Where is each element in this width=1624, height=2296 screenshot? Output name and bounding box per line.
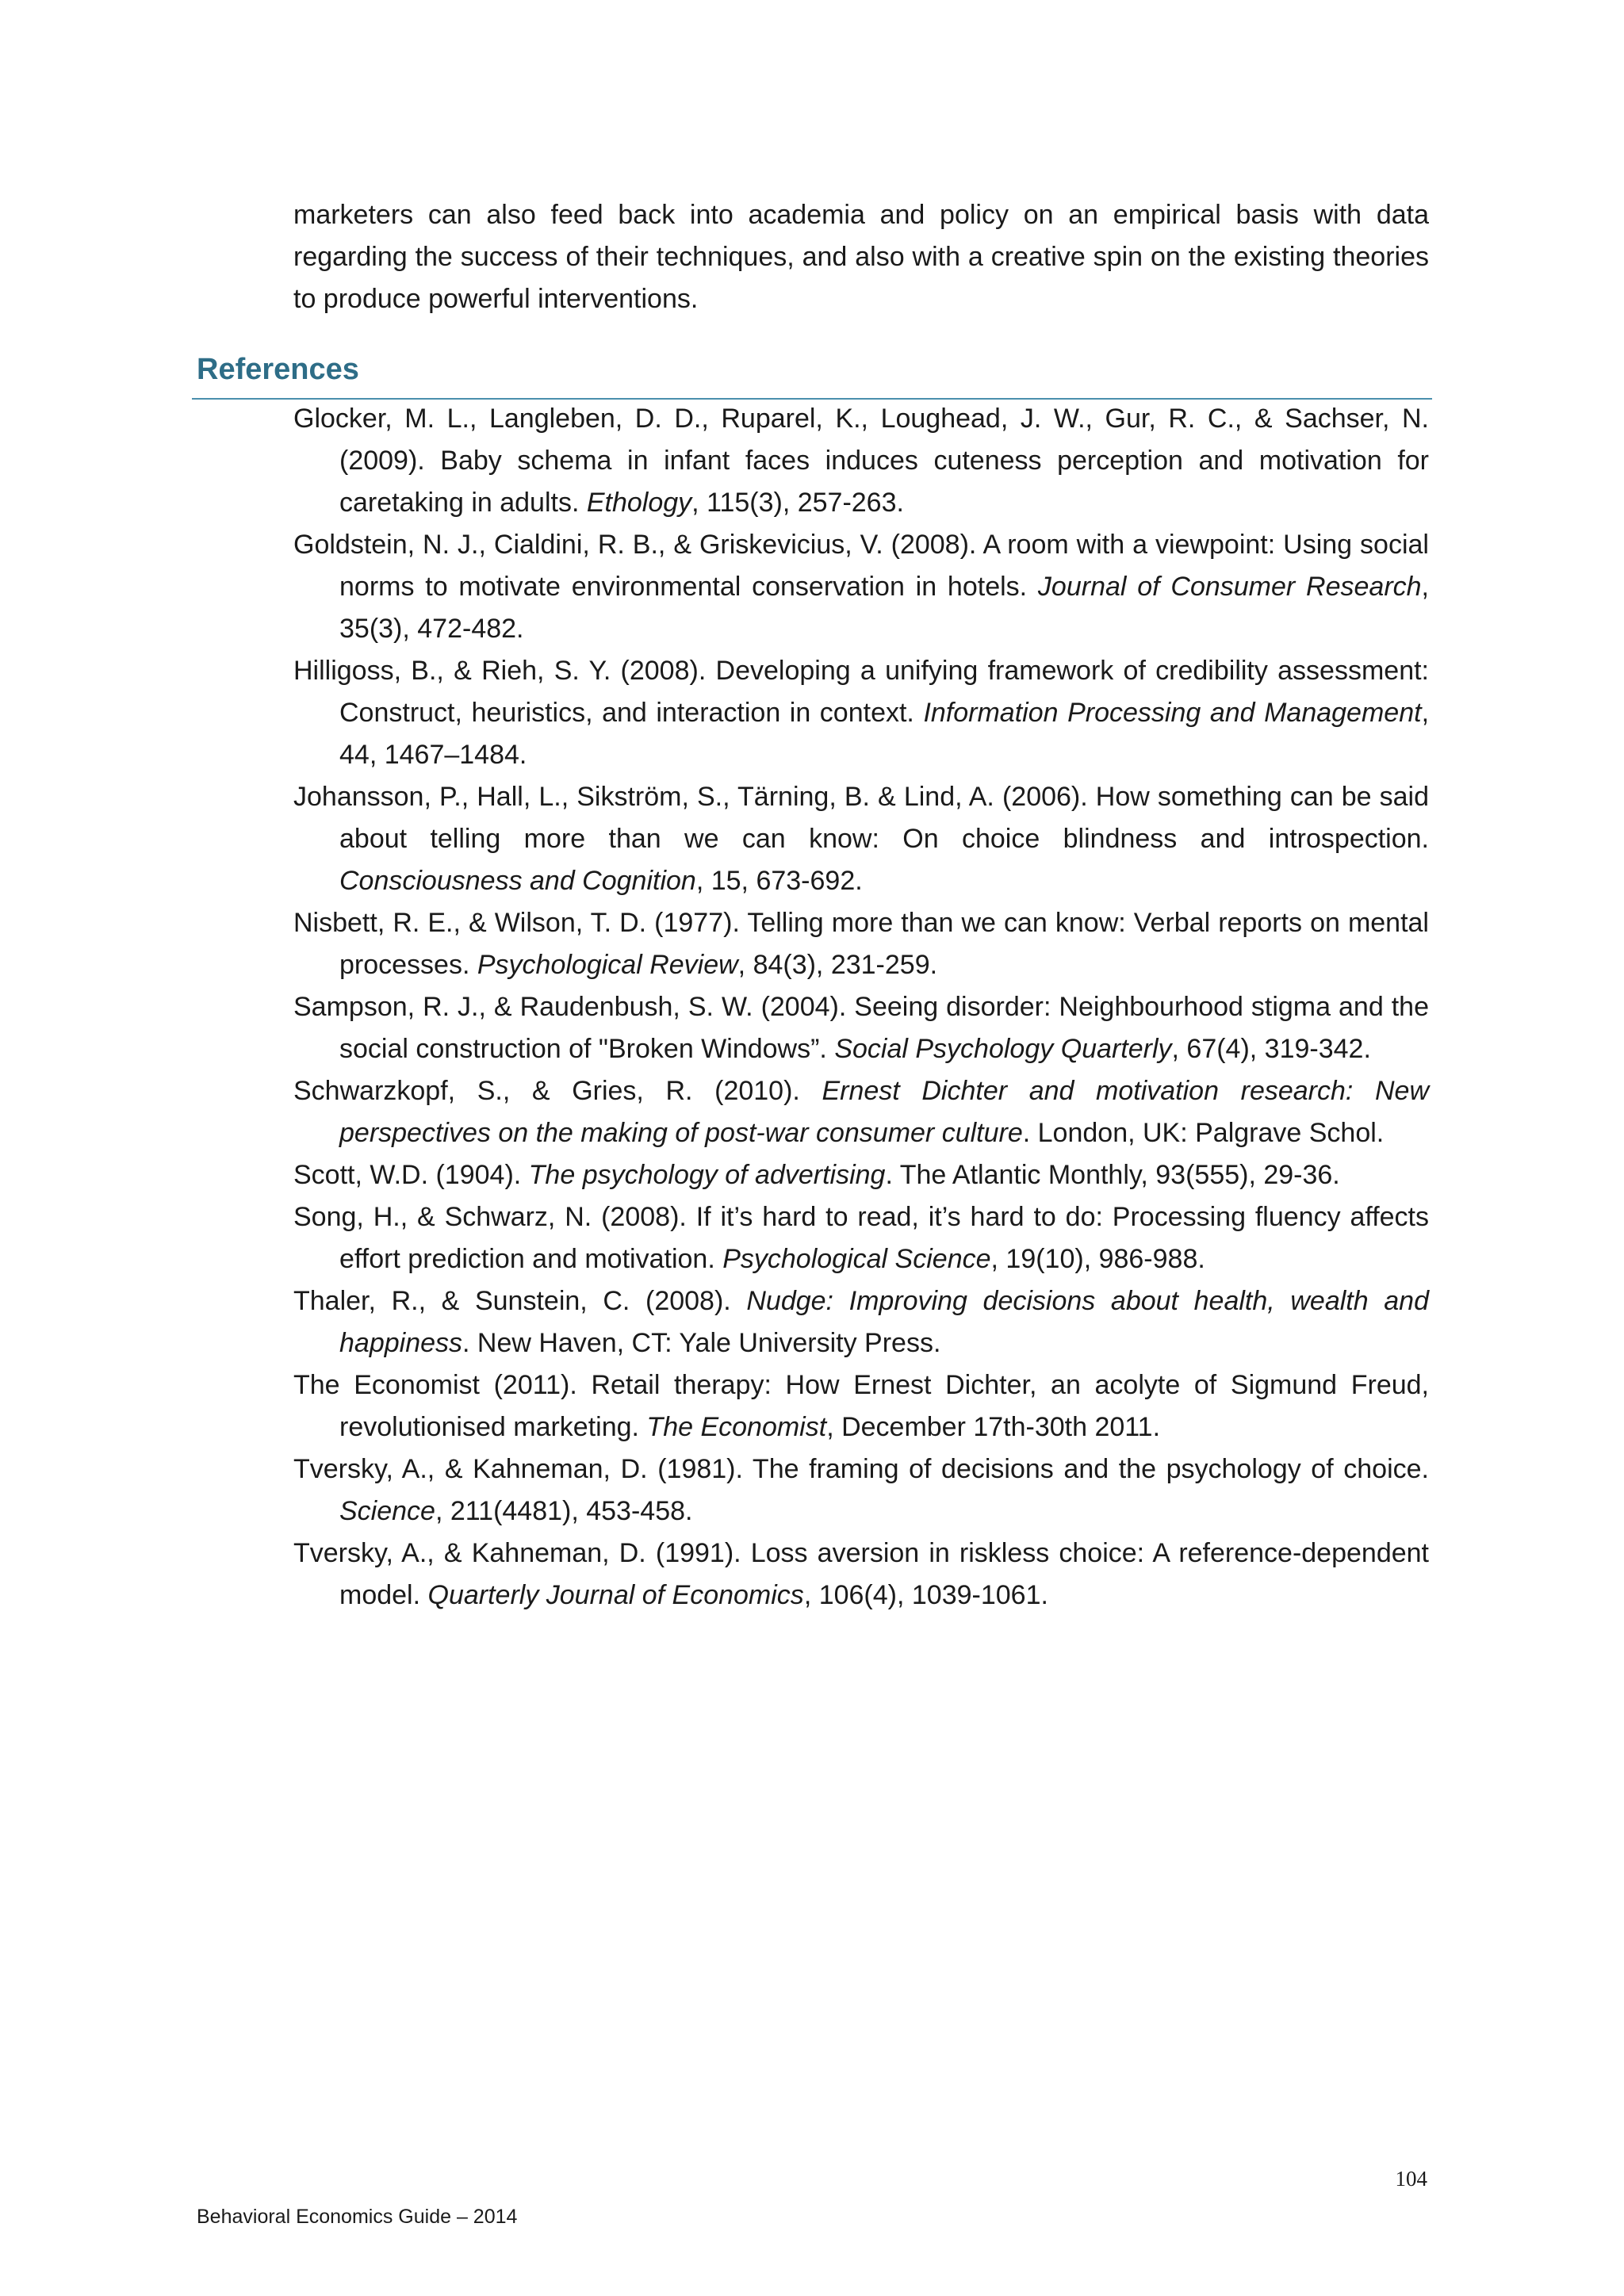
reference-source: Information Processing and Management xyxy=(923,698,1422,728)
reference-text: Hilligoss, B., & Rieh, S. Y. (2008). Developing a unifying framework of credibility assessment: Construct, heuristics, and interaction in context. xyxy=(293,656,1429,728)
reference-source: Consciousness and Cognition xyxy=(339,866,696,896)
reference-text: Scott, W.D. (1904). xyxy=(293,1160,529,1190)
reference-source: Nudge: Improving decisions about health, wealth and happiness xyxy=(339,1286,1429,1358)
reference-item xyxy=(293,398,1429,524)
reference-item xyxy=(293,650,1429,776)
reference-text: Schwarzkopf, S., & Gries, R. (2010). xyxy=(293,1076,822,1106)
reference-details: , 15, 673-692. xyxy=(695,866,863,896)
reference-details: , 211(4481), 453-458. xyxy=(435,1496,693,1526)
page-number: 104 xyxy=(1395,2167,1427,2191)
reference-source: Social Psychology Quarterly xyxy=(834,1034,1172,1064)
reference-details: , 19(10), 986-988. xyxy=(990,1244,1205,1274)
reference-source: Psychological Science xyxy=(722,1244,991,1274)
reference-details: , 106(4), 1039-1061. xyxy=(803,1580,1048,1610)
reference-details: , 115(3), 257-263. xyxy=(691,488,904,518)
reference-text: Goldstein, N. J., Cialdini, R. B., & Griskevicius, V. (2008). A room with a viewpoint: Using social norms to motivate environmental conservation in hotels. xyxy=(293,530,1429,602)
reference-text: Sampson, R. J., & Raudenbush, S. W. (2004). Seeing disorder: Neighbourhood stigma and the social construction of "Broken Windows”. xyxy=(293,992,1429,1064)
reference-text: Nisbett, R. E., & Wilson, T. D. (1977). Telling more than we can know: Verbal reports on mental processes. xyxy=(293,908,1429,980)
reference-item xyxy=(293,524,1429,650)
reference-item xyxy=(293,1196,1429,1280)
reference-item xyxy=(293,1533,1429,1617)
reference-details: . London, UK: Palgrave Schol. xyxy=(1022,1118,1385,1148)
reference-item xyxy=(293,776,1429,902)
reference-details: , 84(3), 231-259. xyxy=(737,950,938,980)
reference-text: Tversky, A., & Kahneman, D. (1981). The framing of decisions and the psychology of choice. xyxy=(293,1454,1429,1484)
reference-text: The Economist (2011). Retail therapy: How Ernest Dichter, an acolyte of Sigmund Freud, revolutionised marketing. xyxy=(293,1370,1429,1442)
reference-source: Ethology xyxy=(586,488,692,518)
reference-details: . The Atlantic Monthly, 93(555), 29-36. xyxy=(885,1160,1340,1190)
reference-details: , 44, 1467–1484. xyxy=(339,698,1430,770)
references-heading: References xyxy=(197,353,359,386)
reference-item xyxy=(293,1070,1429,1154)
footer-text: Behavioral Economics Guide – 2014 xyxy=(197,2206,518,2228)
intro-paragraph: marketers can also feed back into academia and policy on an empirical basis with data regarding the success of their techniques, and also with a creative spin on the existing theories to produce powerful interventions. xyxy=(293,200,1429,314)
reference-text: Tversky, A., & Kahneman, D. (1991). Loss aversion in riskless choice: A reference-dependent model. xyxy=(293,1538,1429,1610)
reference-source: Ernest Dichter and motivation research: New perspectives on the making of post-war consumer culture xyxy=(339,1076,1429,1148)
reference-text: Johansson, P., Hall, L., Sikström, S., Tärning, B. & Lind, A. (2006). How something can be said about telling more than we can know: On choice blindness and introspection. xyxy=(293,782,1429,854)
reference-text: Thaler, R., & Sunstein, C. (2008). xyxy=(293,1286,747,1316)
reference-source: Journal of Consumer Research xyxy=(1037,572,1422,602)
reference-source: The psychology of advertising xyxy=(528,1160,886,1190)
reference-details: , 35(3), 472-482. xyxy=(339,572,1429,644)
reference-details: . New Haven, CT: Yale University Press. xyxy=(462,1328,941,1358)
reference-source: Science xyxy=(339,1496,435,1526)
reference-source: The Economist xyxy=(646,1412,827,1442)
reference-item xyxy=(293,1448,1429,1533)
references-list xyxy=(293,398,1429,1617)
reference-details: , December 17th-30th 2011. xyxy=(826,1412,1161,1442)
reference-item xyxy=(293,986,1429,1070)
reference-item xyxy=(293,1280,1429,1364)
reference-item xyxy=(293,1154,1429,1196)
reference-source: Quarterly Journal of Economics xyxy=(427,1580,804,1610)
reference-source: Psychological Review xyxy=(477,950,738,980)
reference-details: , 67(4), 319-342. xyxy=(1171,1034,1371,1064)
reference-text: Glocker, M. L., Langleben, D. D., Ruparel, K., Loughead, J. W., Gur, R. C., & Sachser, N. (2009). Baby schema in infant faces induces cuteness perception and motivation for caretaking in adults. xyxy=(293,404,1429,518)
reference-item xyxy=(293,902,1429,986)
reference-text: Song, H., & Schwarz, N. (2008). If it’s hard to read, it’s hard to do: Processing fluency affects effort prediction and motivation. xyxy=(293,1202,1429,1274)
reference-item xyxy=(293,1364,1429,1448)
